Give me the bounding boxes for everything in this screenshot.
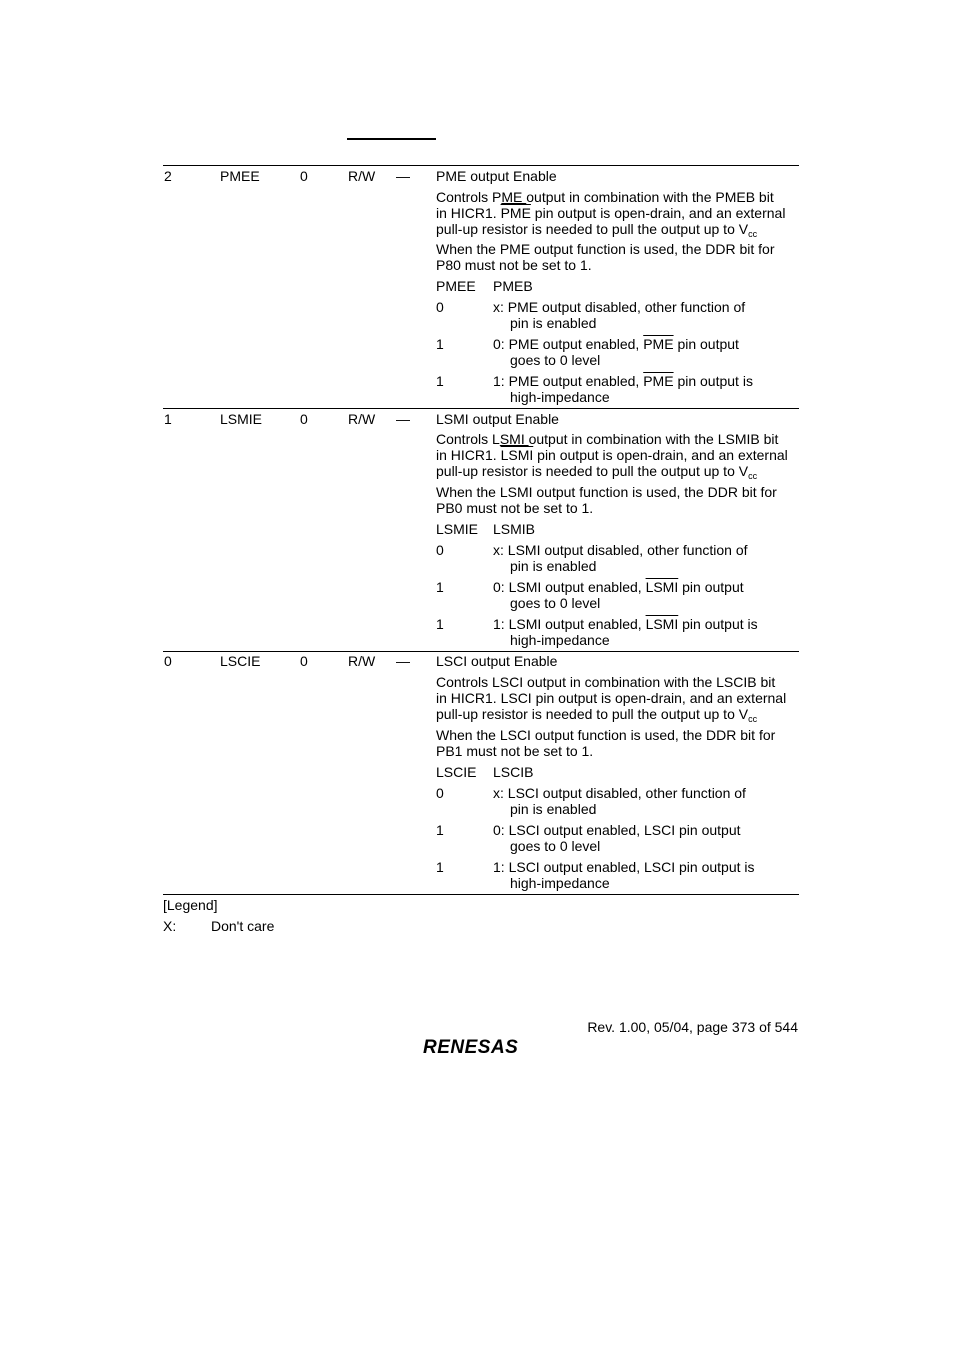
bit-cell: 1	[164, 411, 172, 427]
rw-cell: R/W	[348, 168, 376, 184]
dash-cell: —	[396, 411, 410, 427]
table-bottom-rule	[163, 894, 799, 895]
initial-value-cell: 0	[300, 168, 308, 184]
setting-row: 1 0: LSCI output enabled, LSCI pin output	[436, 822, 741, 838]
desc-controls: Controls LSMI output in combination with the LSMIB bit	[436, 431, 779, 447]
sub-table-header: LSMIE LSMIB	[436, 521, 536, 537]
desc-when-2: PB1 must not be set to 1.	[436, 743, 594, 759]
setting-row: 0 x: PME output disabled, other function of	[436, 299, 746, 315]
desc-title: PME output Enable	[436, 168, 557, 184]
desc-hicr: in HICR1. LSMI pin output is open-drain, and an external	[436, 447, 788, 463]
dash-cell: —	[396, 653, 410, 669]
sub-table-header: LSCIE LSCIB	[436, 764, 534, 780]
legend-value: Don't care	[211, 918, 275, 934]
header-rule	[347, 138, 436, 140]
desc-pullup: pull-up resistor is needed to pull the output up to $V_{cc}$	[436, 706, 758, 724]
table-top-rule	[163, 165, 799, 166]
legend-key: X:	[163, 918, 177, 934]
desc-hicr: in HICR1. $\overline{PME}$ pin output is open-drain, and an external	[436, 205, 786, 221]
dash-cell: —	[396, 168, 410, 184]
setting-row: 1 1: LSMI output enabled, LSMI pin output is	[436, 616, 758, 632]
desc-when: When the LSMI output function is used, the DDR bit for	[436, 484, 777, 500]
setting-row: 0 x: LSCI output disabled, other function of	[436, 785, 746, 801]
desc-controls: Controls PME output in combination with the PMEB bit	[436, 189, 774, 205]
desc-title: LSCI output Enable	[436, 653, 558, 669]
desc-controls: Controls LSCI output in combination with the LSCIB bit	[436, 674, 776, 690]
initial-value-cell: 0	[300, 653, 308, 669]
setting-row: 1 0: PME output enabled, $\overline{PME}$ pin output	[436, 336, 739, 352]
row-divider	[163, 651, 799, 652]
desc-pullup: pull-up resistor is needed to pull the output up to $V_{cc}$	[436, 463, 758, 481]
setting-row: 1 0: LSMI output enabled, LSMI pin output	[436, 579, 744, 595]
page-footer: Rev. 1.00, 05/04, page 373 of 544	[587, 1019, 798, 1035]
bit-name-cell: PMEE	[220, 168, 260, 184]
renesas-logo	[420, 1033, 542, 1057]
legend-entry	[163, 918, 275, 934]
desc-pullup: pull-up resistor is needed to pull the output up to $V_{cc}$	[436, 221, 758, 239]
desc-when-2: PB0 must not be set to 1.	[436, 500, 594, 516]
bit-name-cell: LSCIE	[220, 653, 261, 669]
desc-hicr: in HICR1. LSCI pin output is open-drain, and an external	[436, 690, 787, 706]
desc-title: LSMI output Enable	[436, 411, 559, 427]
bit-name-cell: LSMIE	[220, 411, 263, 427]
bit-cell: 2	[164, 168, 172, 184]
setting-row: 1 1: LSCI output enabled, LSCI pin output is	[436, 859, 755, 875]
desc-when: When the LSCI output function is used, the DDR bit for	[436, 727, 776, 743]
setting-row: 1 1: PME output enabled, $\overline{PME}$ pin output is	[436, 373, 753, 389]
legend-title: [Legend]	[163, 897, 218, 913]
logo-text: RENESAS	[423, 1037, 519, 1057]
initial-value-cell: 0	[300, 411, 308, 427]
rw-cell: R/W	[348, 411, 376, 427]
desc-when-2: P80 must not be set to 1.	[436, 257, 592, 273]
bit-cell: 0	[164, 653, 172, 669]
rw-cell: R/W	[348, 653, 376, 669]
sub-table-header: PMEE PMEB	[436, 278, 533, 294]
desc-when: When the PME output function is used, the DDR bit for	[436, 241, 775, 257]
row-divider	[163, 408, 799, 409]
setting-row: 0 x: LSMI output disabled, other function of	[436, 542, 748, 558]
